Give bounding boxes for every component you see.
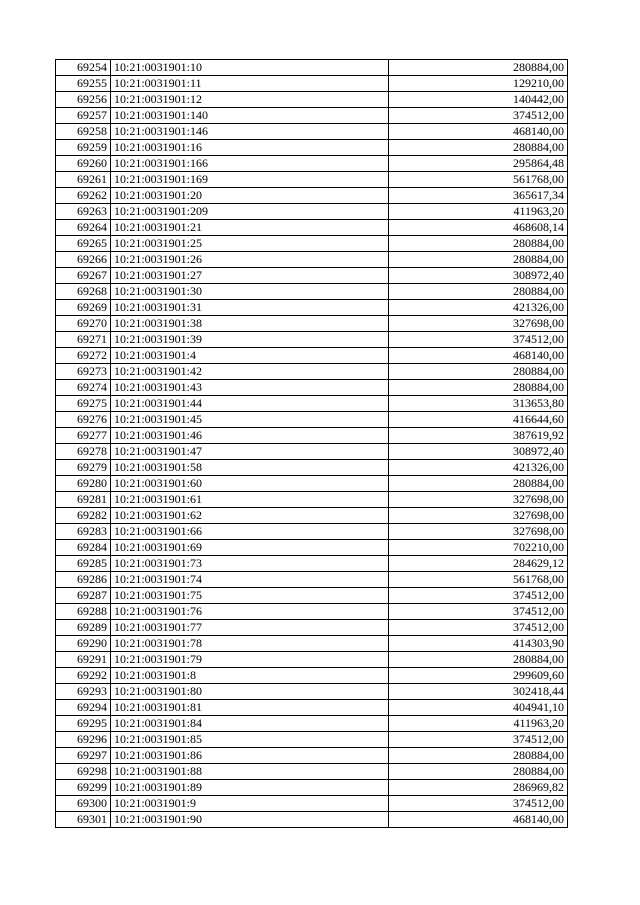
row-number-cell: 69273 (56, 364, 111, 380)
cadastral-code-cell: 10:21:0031901:75 (111, 588, 389, 604)
amount-cell: 404941,10 (389, 700, 568, 716)
cadastral-code-cell: 10:21:0031901:21 (111, 220, 389, 236)
cadastral-code-cell: 10:21:0031901:9 (111, 796, 389, 812)
table-row (56, 652, 568, 668)
table-row (56, 636, 568, 652)
row-number-cell: 69297 (56, 748, 111, 764)
table-row (56, 812, 568, 828)
amount-cell: 468140,00 (389, 812, 568, 828)
table-row (56, 588, 568, 604)
amount-cell: 280884,00 (389, 748, 568, 764)
cadastral-code-cell: 10:21:0031901:38 (111, 316, 389, 332)
cadastral-code-cell: 10:21:0031901:76 (111, 604, 389, 620)
cadastral-code-cell: 10:21:0031901:73 (111, 556, 389, 572)
table-row (56, 476, 568, 492)
row-number-cell: 69265 (56, 236, 111, 252)
table-row (56, 540, 568, 556)
amount-cell: 280884,00 (389, 476, 568, 492)
cadastral-code-cell: 10:21:0031901:86 (111, 748, 389, 764)
cadastral-code-cell: 10:21:0031901:84 (111, 716, 389, 732)
row-number-cell: 69276 (56, 412, 111, 428)
amount-cell: 299609,60 (389, 668, 568, 684)
amount-cell: 414303,90 (389, 636, 568, 652)
cadastral-code-cell: 10:21:0031901:39 (111, 332, 389, 348)
amount-cell: 280884,00 (389, 364, 568, 380)
row-number-cell: 69300 (56, 796, 111, 812)
row-number-cell: 69280 (56, 476, 111, 492)
amount-cell: 561768,00 (389, 572, 568, 588)
amount-cell: 387619,92 (389, 428, 568, 444)
amount-cell: 374512,00 (389, 108, 568, 124)
cadastral-code-cell: 10:21:0031901:47 (111, 444, 389, 460)
row-number-cell: 69291 (56, 652, 111, 668)
table-row (56, 364, 568, 380)
row-number-cell: 69259 (56, 140, 111, 156)
cadastral-code-cell: 10:21:0031901:79 (111, 652, 389, 668)
row-number-cell: 69288 (56, 604, 111, 620)
row-number-cell: 69260 (56, 156, 111, 172)
table-row (56, 620, 568, 636)
table-row (56, 444, 568, 460)
table-row (56, 108, 568, 124)
row-number-cell: 69286 (56, 572, 111, 588)
amount-cell: 280884,00 (389, 284, 568, 300)
cadastral-code-cell: 10:21:0031901:11 (111, 76, 389, 92)
table-row (56, 604, 568, 620)
amount-cell: 308972,40 (389, 268, 568, 284)
cadastral-code-cell: 10:21:0031901:16 (111, 140, 389, 156)
cadastral-code-cell: 10:21:0031901:20 (111, 188, 389, 204)
amount-cell: 280884,00 (389, 140, 568, 156)
table-row (56, 748, 568, 764)
row-number-cell: 69266 (56, 252, 111, 268)
cadastral-code-cell: 10:21:0031901:27 (111, 268, 389, 284)
table-row (56, 780, 568, 796)
cadastral-code-cell: 10:21:0031901:44 (111, 396, 389, 412)
table-row (56, 524, 568, 540)
table-row (56, 684, 568, 700)
amount-cell: 365617,34 (389, 188, 568, 204)
amount-cell: 374512,00 (389, 620, 568, 636)
cadastral-code-cell: 10:21:0031901:26 (111, 252, 389, 268)
row-number-cell: 69285 (56, 556, 111, 572)
row-number-cell: 69263 (56, 204, 111, 220)
row-number-cell: 69270 (56, 316, 111, 332)
table-row (56, 492, 568, 508)
table-row (56, 92, 568, 108)
cadastral-code-cell: 10:21:0031901:146 (111, 124, 389, 140)
cadastral-code-cell: 10:21:0031901:140 (111, 108, 389, 124)
amount-cell: 411963,20 (389, 204, 568, 220)
amount-cell: 421326,00 (389, 300, 568, 316)
amount-cell: 286969,82 (389, 780, 568, 796)
table-row (56, 252, 568, 268)
table-row (56, 764, 568, 780)
row-number-cell: 69256 (56, 92, 111, 108)
table-row (56, 188, 568, 204)
amount-cell: 374512,00 (389, 796, 568, 812)
cadastral-code-cell: 10:21:0031901:4 (111, 348, 389, 364)
row-number-cell: 69301 (56, 812, 111, 828)
row-number-cell: 69274 (56, 380, 111, 396)
row-number-cell: 69277 (56, 428, 111, 444)
amount-cell: 468608,14 (389, 220, 568, 236)
cadastral-code-cell: 10:21:0031901:25 (111, 236, 389, 252)
row-number-cell: 69269 (56, 300, 111, 316)
row-number-cell: 69268 (56, 284, 111, 300)
amount-cell: 280884,00 (389, 236, 568, 252)
table-row (56, 700, 568, 716)
row-number-cell: 69281 (56, 492, 111, 508)
cadastral-code-cell: 10:21:0031901:42 (111, 364, 389, 380)
row-number-cell: 69282 (56, 508, 111, 524)
cadastral-code-cell: 10:21:0031901:89 (111, 780, 389, 796)
table-row (56, 332, 568, 348)
row-number-cell: 69289 (56, 620, 111, 636)
table-row (56, 396, 568, 412)
amount-cell: 280884,00 (389, 60, 568, 76)
table-row (56, 796, 568, 812)
cadastral-code-cell: 10:21:0031901:78 (111, 636, 389, 652)
table-row (56, 204, 568, 220)
row-number-cell: 69264 (56, 220, 111, 236)
row-number-cell: 69279 (56, 460, 111, 476)
row-number-cell: 69296 (56, 732, 111, 748)
row-number-cell: 69290 (56, 636, 111, 652)
row-number-cell: 69258 (56, 124, 111, 140)
amount-cell: 302418,44 (389, 684, 568, 700)
cadastral-code-cell: 10:21:0031901:31 (111, 300, 389, 316)
amount-cell: 374512,00 (389, 732, 568, 748)
amount-cell: 702210,00 (389, 540, 568, 556)
row-number-cell: 69267 (56, 268, 111, 284)
amount-cell: 313653,80 (389, 396, 568, 412)
table-row (56, 220, 568, 236)
row-number-cell: 69287 (56, 588, 111, 604)
cadastral-code-cell: 10:21:0031901:45 (111, 412, 389, 428)
amount-cell: 280884,00 (389, 380, 568, 396)
amount-cell: 327698,00 (389, 316, 568, 332)
table-row (56, 172, 568, 188)
cadastral-code-cell: 10:21:0031901:46 (111, 428, 389, 444)
table-row (56, 316, 568, 332)
row-number-cell: 69283 (56, 524, 111, 540)
cadastral-code-cell: 10:21:0031901:66 (111, 524, 389, 540)
row-number-cell: 69254 (56, 60, 111, 76)
amount-cell: 327698,00 (389, 508, 568, 524)
cadastral-code-cell: 10:21:0031901:58 (111, 460, 389, 476)
amount-cell: 280884,00 (389, 764, 568, 780)
table-row (56, 156, 568, 172)
cadastral-code-cell: 10:21:0031901:85 (111, 732, 389, 748)
amount-cell: 280884,00 (389, 652, 568, 668)
amount-cell: 327698,00 (389, 492, 568, 508)
row-number-cell: 69278 (56, 444, 111, 460)
amount-cell: 561768,00 (389, 172, 568, 188)
cadastral-code-cell: 10:21:0031901:12 (111, 92, 389, 108)
table-row (56, 732, 568, 748)
row-number-cell: 69272 (56, 348, 111, 364)
amount-cell: 416644,60 (389, 412, 568, 428)
table-row (56, 668, 568, 684)
amount-cell: 295864,48 (389, 156, 568, 172)
row-number-cell: 69293 (56, 684, 111, 700)
cadastral-code-cell: 10:21:0031901:74 (111, 572, 389, 588)
table-row (56, 380, 568, 396)
row-number-cell: 69284 (56, 540, 111, 556)
row-number-cell: 69271 (56, 332, 111, 348)
row-number-cell: 69261 (56, 172, 111, 188)
amount-cell: 374512,00 (389, 588, 568, 604)
data-table (55, 59, 568, 828)
table-row (56, 572, 568, 588)
row-number-cell: 69292 (56, 668, 111, 684)
cadastral-code-cell: 10:21:0031901:43 (111, 380, 389, 396)
table-row (56, 124, 568, 140)
cadastral-code-cell: 10:21:0031901:62 (111, 508, 389, 524)
table-row (56, 716, 568, 732)
table-row (56, 236, 568, 252)
table-row (56, 284, 568, 300)
amount-cell: 284629,12 (389, 556, 568, 572)
amount-cell: 411963,20 (389, 716, 568, 732)
row-number-cell: 69298 (56, 764, 111, 780)
cadastral-code-cell: 10:21:0031901:61 (111, 492, 389, 508)
amount-cell: 327698,00 (389, 524, 568, 540)
cadastral-code-cell: 10:21:0031901:30 (111, 284, 389, 300)
table-row (56, 412, 568, 428)
row-number-cell: 69299 (56, 780, 111, 796)
row-number-cell: 69262 (56, 188, 111, 204)
table-row (56, 140, 568, 156)
cadastral-code-cell: 10:21:0031901:10 (111, 60, 389, 76)
amount-cell: 421326,00 (389, 460, 568, 476)
row-number-cell: 69255 (56, 76, 111, 92)
table-row (56, 300, 568, 316)
cadastral-code-cell: 10:21:0031901:60 (111, 476, 389, 492)
table-row (56, 428, 568, 444)
cadastral-code-cell: 10:21:0031901:77 (111, 620, 389, 636)
table-row (56, 348, 568, 364)
amount-cell: 280884,00 (389, 252, 568, 268)
cadastral-code-cell: 10:21:0031901:69 (111, 540, 389, 556)
table-row (56, 460, 568, 476)
amount-cell: 374512,00 (389, 604, 568, 620)
cadastral-code-cell: 10:21:0031901:88 (111, 764, 389, 780)
amount-cell: 468140,00 (389, 124, 568, 140)
amount-cell: 129210,00 (389, 76, 568, 92)
table-row (56, 556, 568, 572)
amount-cell: 374512,00 (389, 332, 568, 348)
amount-cell: 468140,00 (389, 348, 568, 364)
cadastral-code-cell: 10:21:0031901:169 (111, 172, 389, 188)
row-number-cell: 69295 (56, 716, 111, 732)
cadastral-code-cell: 10:21:0031901:209 (111, 204, 389, 220)
table-row (56, 268, 568, 284)
row-number-cell: 69275 (56, 396, 111, 412)
cadastral-code-cell: 10:21:0031901:81 (111, 700, 389, 716)
row-number-cell: 69257 (56, 108, 111, 124)
row-number-cell: 69294 (56, 700, 111, 716)
cadastral-code-cell: 10:21:0031901:166 (111, 156, 389, 172)
cadastral-code-cell: 10:21:0031901:8 (111, 668, 389, 684)
cadastral-code-cell: 10:21:0031901:80 (111, 684, 389, 700)
table-row (56, 508, 568, 524)
table-body (56, 60, 568, 828)
amount-cell: 308972,40 (389, 444, 568, 460)
cadastral-code-cell: 10:21:0031901:90 (111, 812, 389, 828)
amount-cell: 140442,00 (389, 92, 568, 108)
table-row (56, 60, 568, 76)
table-row (56, 76, 568, 92)
